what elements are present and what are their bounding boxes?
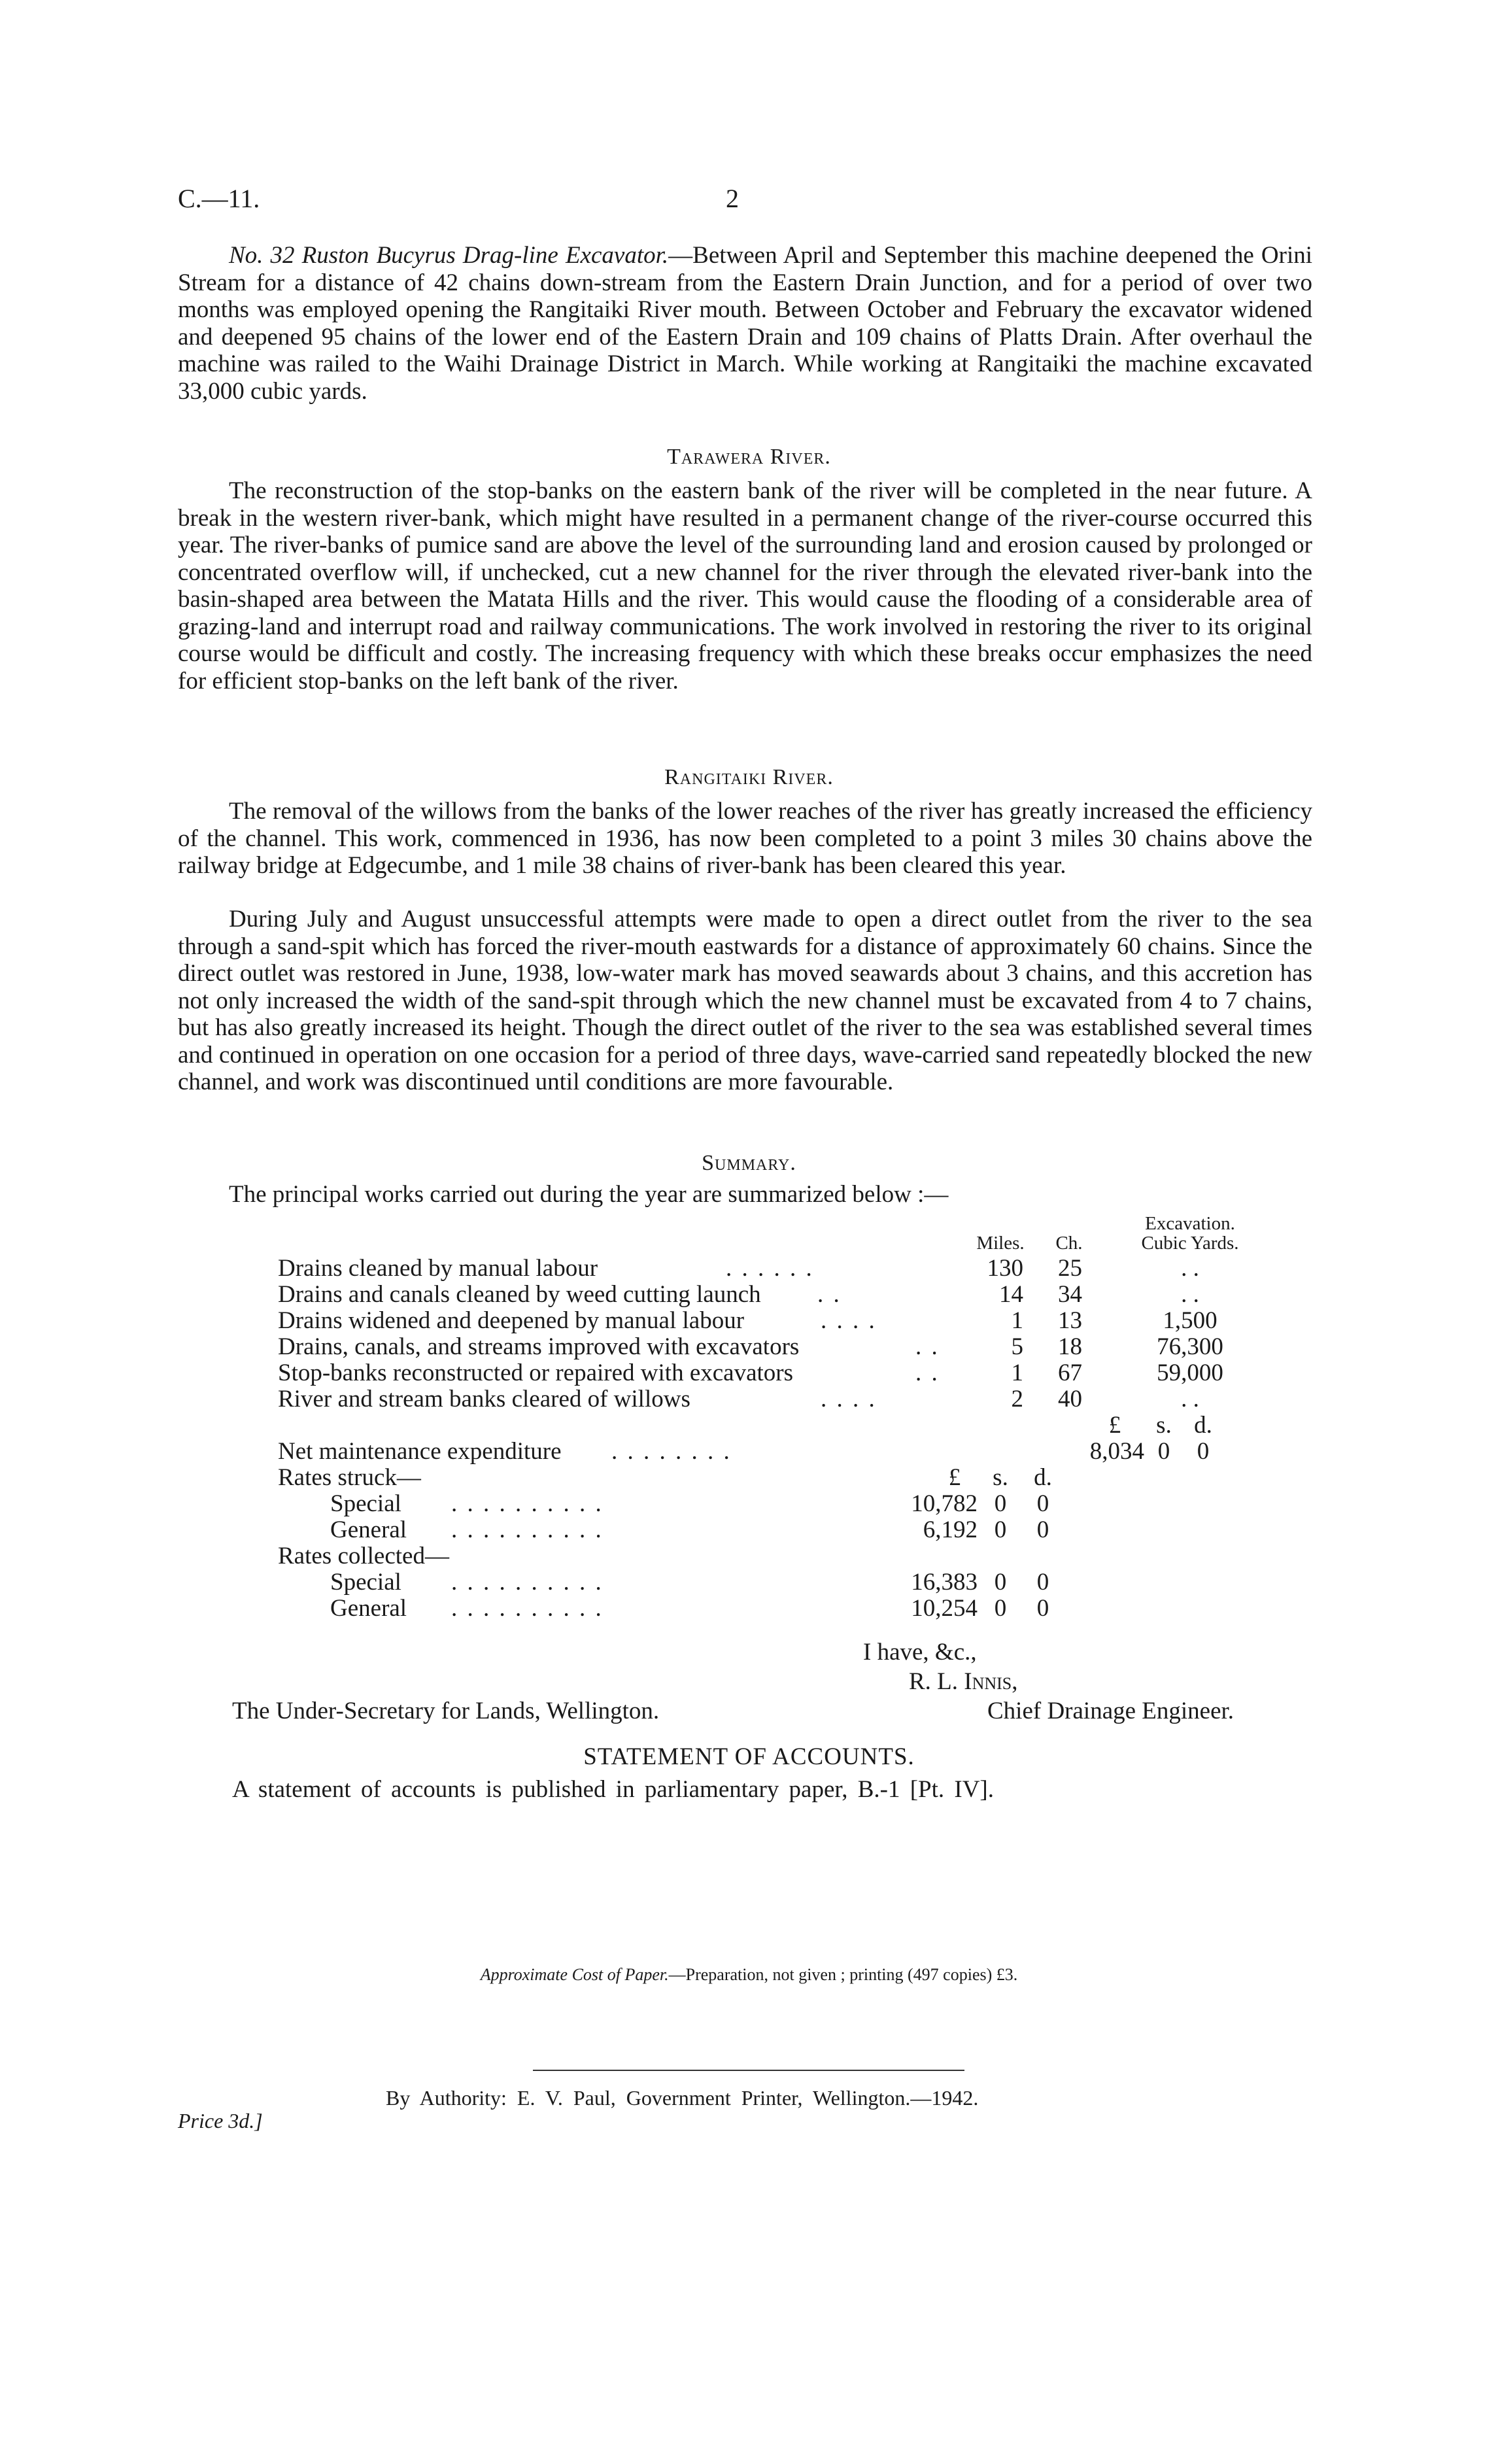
rates-collected-special-pounds: 16,383 [911, 1569, 978, 1596]
rates-header-d: d. [1034, 1464, 1052, 1491]
summary-row-miles: 1 [1011, 1307, 1023, 1334]
statement-heading: STATEMENT OF ACCOUNTS. [583, 1743, 915, 1770]
summary-row-excavation: 76,300 [1157, 1333, 1223, 1360]
money-header-s: s. [1156, 1412, 1172, 1439]
summary-row-label: Drains, canals, and streams improved with excavators [278, 1333, 800, 1360]
summary-row-ch: 25 [1058, 1255, 1082, 1282]
rates-collected-special-label: Special [330, 1569, 401, 1596]
net-maintenance-d: 0 [1197, 1438, 1210, 1465]
leader-dots: . . [817, 1281, 842, 1308]
col-header-excavation: Excavation. [1145, 1213, 1235, 1234]
summary-row-label: Drains cleaned by manual labour [278, 1255, 598, 1282]
rates-collected-general-pounds: 10,254 [911, 1595, 978, 1622]
statement-text: A statement of accounts is published in parliamentary paper, B.-1 [Pt. IV]. [232, 1776, 994, 1803]
summary-row-label: Drains widened and deepened by manual labour [278, 1307, 745, 1334]
rates-struck-general-d: 0 [1036, 1516, 1049, 1543]
rates-struck-general-label: General [330, 1516, 407, 1543]
leader-dots: . . . . . . . . [611, 1438, 732, 1465]
intro-body: —Between April and September this machine deepened the Orini Stream for a distance of 42 chains down-stream from the Eastern Drain Junction, and for a period of over two months was employed opening the Rangitaiki River mouth. Between October and February the excavator widened and deepened 95 chains of the lower end of the Eastern Drain and 109 chains of Platts Drain. After overhaul the machine was railed to the Waihi Drainage District in March. While working at Rangitaiki the machine excavated 33,000 cubic yards. [178, 242, 1313, 405]
summary-row-ch: 40 [1058, 1386, 1082, 1412]
summary-row-label: Drains and canals cleaned by weed cutting launch [278, 1281, 761, 1308]
rates-struck-general-pounds: 6,192 [923, 1516, 978, 1543]
summary-row-label: Stop-banks reconstructed or repaired with excavators [278, 1360, 794, 1386]
signatory-name: R. L. Innis, [909, 1668, 1018, 1695]
rates-struck-special-pounds: 10,782 [911, 1490, 978, 1517]
authority-line: By Authority: E. V. Paul, Government Printer, Wellington.—1942. [386, 2086, 979, 2110]
summary-row-ch: 13 [1058, 1307, 1082, 1334]
summary-row-miles: 1 [1011, 1360, 1023, 1386]
leader-dots: . . . . . . . . . . [451, 1569, 604, 1596]
summary-row-miles: 5 [1011, 1333, 1023, 1360]
cost-note [0, 1965, 1498, 1985]
summary-row-miles: 130 [987, 1255, 1023, 1282]
tarawera-paragraph: The reconstruction of the stop-banks on the eastern bank of the river will be completed in the near future. A break in the western river-bank, which might have resulted in a permanent change of the river-course occurred this year. The river-banks of pumice sand are above the level of the surrounding land and erosion caused by prolonged or concentrated overflow will, if unchecked, cut a new channel for the river through the elevated river-bank into the basin-shaped area between the Matata Hills and the river. This would cause the flooding of a considerable area of grazing-land and interrupt road and railway communications. The work involved in restoring the river to its original course would be difficult and costly. The increasing frequency with which these breaks occur emphasizes the need for efficient stop-banks on the left bank of the river. [178, 477, 1312, 694]
rates-collected-special-s: 0 [994, 1569, 1007, 1596]
intro-paragraph [178, 242, 1312, 405]
rangitaiki-paragraph-2: During July and August unsuccessful attempts were made to open a direct outlet from the river to the sea through a sand-spit which has forced the river-mouth eastwards for a distance of approximately 60 chains. Since the direct outlet was restored in June, 1938, low-water mark has moved seawards about 3 chains, and this accretion has not only increased the width of the sand-spit through which the new channel must be excavated from 4 to 7 chains, but has also greatly increased its height. Though the direct outlet of the river to the sea was established several times and continued in operation on one occasion for a period of three days, wave-carried sand repeatedly blocked the new channel, and work was discontinued until conditions are more favourable. [178, 906, 1312, 1095]
leader-dots: . . . . [821, 1386, 877, 1412]
summary-row-miles: 2 [1011, 1386, 1023, 1412]
rates-collected-general-s: 0 [994, 1595, 1007, 1622]
net-maintenance-pounds: 8,034 [1089, 1438, 1144, 1465]
leader-dots: . . [915, 1360, 940, 1386]
price: Price 3d.] [178, 2109, 263, 2132]
rates-struck-special-label: Special [330, 1490, 401, 1517]
page-number: 2 [726, 184, 739, 213]
document-ref: C.—11. [178, 184, 260, 213]
cost-label: Approximate Cost of Paper. [480, 1965, 669, 1984]
rates-struck-label: Rates struck— [278, 1464, 421, 1491]
rates-header-pound: £ [948, 1464, 961, 1491]
summary-intro: The principal works carried out during the year are summarized below :— [229, 1181, 949, 1208]
rates-collected-label: Rates collected— [278, 1543, 449, 1569]
summary-heading: Summary. [702, 1151, 796, 1175]
summary-row-excavation: . . [1181, 1281, 1199, 1308]
rates-struck-special-d: 0 [1036, 1490, 1049, 1517]
rates-collected-special-d: 0 [1036, 1569, 1049, 1596]
summary-row-ch: 67 [1058, 1360, 1082, 1386]
rangitaiki-paragraph-1: The removal of the willows from the banks of the lower reaches of the river has greatly increased the efficiency of the channel. This work, commenced in 1936, has now been completed to a point 3 miles 30 chains above the railway bridge at Edgecumbe, and 1 mile 38 chains of river-bank has been cleared this year. [178, 798, 1312, 879]
leader-dots: . . . . . . [726, 1255, 814, 1282]
rates-header-s: s. [993, 1464, 1008, 1491]
tarawera-heading: Tarawera River. [667, 445, 831, 469]
addressee: The Under-Secretary for Lands, Wellington. [232, 1698, 660, 1724]
summary-row-ch: 34 [1058, 1281, 1082, 1308]
leader-dots: . . . . . . . . . . [451, 1595, 604, 1622]
net-maintenance-label: Net maintenance expenditure [278, 1438, 562, 1465]
net-maintenance-s: 0 [1157, 1438, 1170, 1465]
cost-text: —Preparation, not given ; printing (497 copies) £3. [668, 1965, 1018, 1984]
col-header-ch: Ch. [1055, 1233, 1083, 1254]
footer-rule [533, 2070, 964, 2071]
rates-struck-special-s: 0 [994, 1490, 1007, 1517]
closing: I have, &c., [863, 1639, 977, 1666]
summary-row-label: River and stream banks cleared of willows [278, 1386, 690, 1412]
money-header-pound: £ [1108, 1412, 1121, 1439]
summary-row-excavation: . . [1181, 1386, 1199, 1412]
summary-row-excavation: . . [1181, 1255, 1199, 1282]
summary-row-excavation: 1,500 [1163, 1307, 1217, 1334]
rates-collected-general-label: General [330, 1595, 407, 1622]
leader-dots: . . . . [821, 1307, 877, 1334]
col-header-miles: Miles. [976, 1233, 1025, 1254]
rates-struck-general-s: 0 [994, 1516, 1007, 1543]
summary-row-miles: 14 [999, 1281, 1023, 1308]
summary-row-ch: 18 [1058, 1333, 1082, 1360]
rates-collected-general-d: 0 [1036, 1595, 1049, 1622]
summary-row-excavation: 59,000 [1157, 1360, 1223, 1386]
money-header-d: d. [1194, 1412, 1212, 1439]
leader-dots: . . . . . . . . . . [451, 1490, 604, 1517]
rangitaiki-heading: Rangitaiki River. [664, 765, 834, 789]
col-header-cubic-yards: Cubic Yards. [1141, 1233, 1239, 1254]
leader-dots: . . . . . . . . . . [451, 1516, 604, 1543]
leader-dots: . . [915, 1333, 940, 1360]
signatory-title: Chief Drainage Engineer. [987, 1698, 1234, 1724]
intro-title: No. 32 Ruston Bucyrus Drag-line Excavator. [229, 242, 669, 269]
